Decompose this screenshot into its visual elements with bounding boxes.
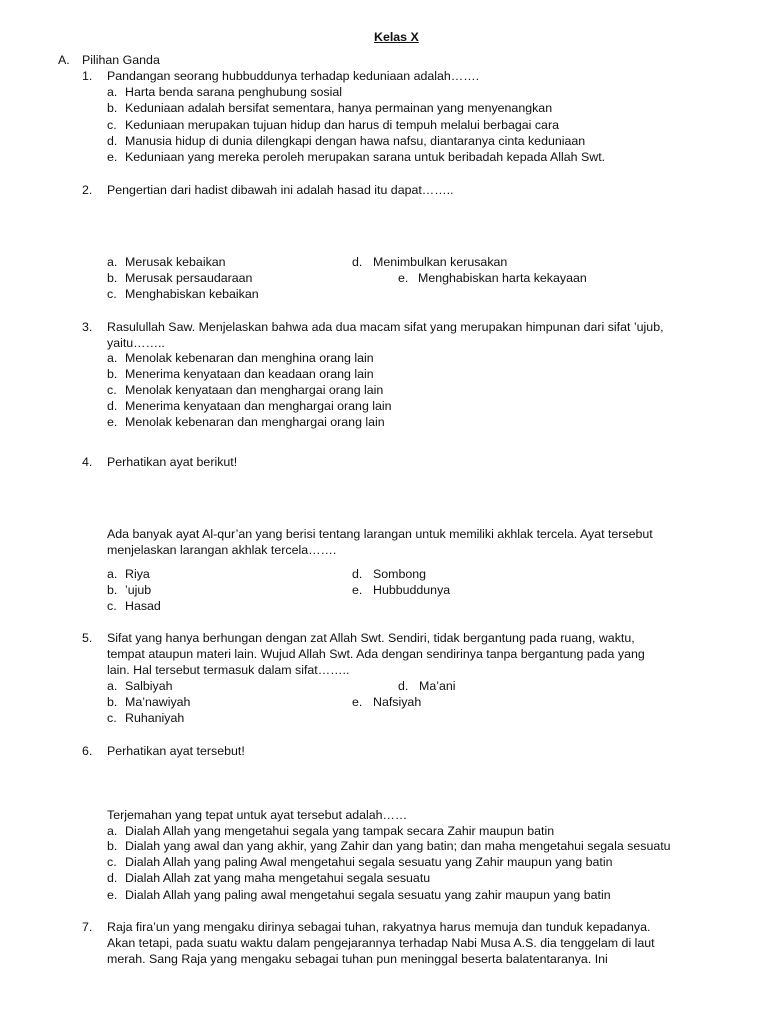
option-letter: d. <box>398 679 409 693</box>
option-text: Hasad <box>125 599 161 613</box>
option-letter: d. <box>107 134 118 148</box>
question-text: Raja fira’un yang mengaku dirinya sebagai tuhan, rakyatnya harus memuja dan tunduk kepadanya. <box>107 920 651 934</box>
option-text: Manusia hidup di dunia dilengkapi dengan hawa nafsu, diantaranya cinta keduniaan <box>125 134 586 148</box>
option-text: Ruhaniyah <box>125 711 185 725</box>
question-body: Ada banyak ayat Al-qur’an yang berisi tentang larangan untuk memiliki akhlak tercela. Ayat tersebut <box>107 527 653 541</box>
question-text: Akan tetapi, pada suatu waktu dalam pengejarannya terhadap Nabi Musa A.S. dia tenggelam di laut <box>107 936 655 950</box>
option-text: Keduniaan adalah bersifat sementara, hanya permainan yang menyenangkan <box>125 101 553 115</box>
option-text: Menghabiskan harta kekayaan <box>418 271 587 285</box>
option-text: Menghabiskan kebaikan <box>125 287 259 301</box>
option-text: Dialah Allah yang mengetahui segala yang tampak secara Zahir maupun batin <box>125 824 555 838</box>
question-text: lain. Hal tersebut termasuk dalam sifat…….. <box>107 663 350 677</box>
option-text: Merusak persaudaraan <box>125 271 253 285</box>
question-text: Pandangan seorang hubbuddunya terhadap keduniaan adalah……. <box>107 69 480 83</box>
question-number: 7. <box>82 920 93 934</box>
question-text: merah. Sang Raja yang mengaku sebagai tuhan pun meninggal beserta balatentaranya. Ini <box>107 952 608 966</box>
option-text: Menerima kenyataan dan keadaan orang lain <box>125 367 374 381</box>
option-text: Menolak kebenaran dan menghina orang lain <box>125 351 374 365</box>
option-letter: c. <box>107 855 117 869</box>
question-body: menjelaskan larangan akhlak tercela……. <box>107 543 337 557</box>
option-letter: a. <box>107 85 118 99</box>
option-text: Menerima kenyataan dan menghargai orang lain <box>125 399 392 413</box>
option-text: Menolak kebenaran dan menghargai orang lain <box>125 415 385 429</box>
option-letter: e. <box>107 415 118 429</box>
page-title: Kelas X <box>374 30 419 44</box>
option-text: Dialah Allah yang paling awal mengetahui segala sesuatu yang zahir maupun yang batin <box>125 888 611 902</box>
question-number: 1. <box>82 69 93 83</box>
question-body: Terjemahan yang tepat untuk ayat tersebut adalah…… <box>107 808 408 822</box>
option-letter: a. <box>107 351 118 365</box>
option-text: Harta benda sarana penghubung sosial <box>125 85 342 99</box>
option-text: Sombong <box>373 567 427 581</box>
option-letter: c. <box>107 599 117 613</box>
option-letter: b. <box>107 271 118 285</box>
option-letter: e. <box>107 150 118 164</box>
option-text: Salbiyah <box>125 679 173 693</box>
question-number: 6. <box>82 744 93 758</box>
section-label: Pilihan Ganda <box>82 53 160 67</box>
option-text: Dialah Allah zat yang maha mengetahui segala sesuatu <box>125 871 431 885</box>
question-text: Perhatikan ayat tersebut! <box>107 744 245 758</box>
option-text: Riya <box>125 567 150 581</box>
option-letter: a. <box>107 679 118 693</box>
question-text: yaitu…….. <box>107 336 165 350</box>
option-text: Menolak kenyataan dan menghargai orang lain <box>125 383 384 397</box>
question-number: 4. <box>82 455 93 469</box>
question-text: Pengertian dari hadist dibawah ini adalah hasad itu dapat…….. <box>107 183 454 197</box>
question-text: Perhatikan ayat berikut! <box>107 455 238 469</box>
question-text: Rasulullah Saw. Menjelaskan bahwa ada dua macam sifat yang merupakan himpunan dari sifat ’ujub, <box>107 320 664 334</box>
section-marker: A. <box>58 53 70 67</box>
option-text: Keduniaan merupakan tujuan hidup dan harus di tempuh melalui berbagai cara <box>125 118 559 132</box>
option-text: Dialah Allah yang paling Awal mengetahui segala sesuatu yang Zahir maupun yang batin <box>125 855 613 869</box>
option-letter: a. <box>107 824 118 838</box>
option-text: Hubbuddunya <box>373 583 451 597</box>
option-letter: a. <box>107 567 118 581</box>
option-letter: c. <box>107 711 117 725</box>
option-letter: c. <box>107 118 117 132</box>
option-letter: d. <box>107 399 118 413</box>
option-letter: b. <box>107 101 118 115</box>
option-letter: a. <box>107 255 118 269</box>
option-text: Ma’ani <box>419 679 456 693</box>
option-text: Merusak kebaikan <box>125 255 226 269</box>
option-text: Dialah yang awal dan yang akhir, yang Zahir dan yang batin; dan maha mengetahui segala sesuatu <box>125 839 671 853</box>
option-text: ’ujub <box>125 583 152 597</box>
option-text: Ma’nawiyah <box>125 695 191 709</box>
option-letter: b. <box>107 367 118 381</box>
option-text: Menimbulkan kerusakan <box>373 255 508 269</box>
option-letter: e. <box>107 888 118 902</box>
option-letter: b. <box>107 583 118 597</box>
option-letter: e. <box>398 271 409 285</box>
option-text: Keduniaan yang mereka peroleh merupakan sarana untuk beribadah kepada Allah Swt. <box>125 150 606 164</box>
option-letter: b. <box>107 695 118 709</box>
question-number: 2. <box>82 183 93 197</box>
option-letter: d. <box>107 871 118 885</box>
option-letter: d. <box>352 567 363 581</box>
question-text: Sifat yang hanya berhungan dengan zat Allah Swt. Sendiri, tidak bergantung pada ruang, waktu, <box>107 631 635 645</box>
option-letter: e. <box>352 583 363 597</box>
option-letter: e. <box>352 695 363 709</box>
option-letter: c. <box>107 383 117 397</box>
option-letter: d. <box>352 255 363 269</box>
option-letter: b. <box>107 839 118 853</box>
question-number: 3. <box>82 320 93 334</box>
question-text: tempat ataupun materi lain. Wujud Allah Swt. Ada dengan sendirinya tanpa bergantung pada yang <box>107 647 645 661</box>
option-text: Nafsiyah <box>373 695 422 709</box>
question-number: 5. <box>82 631 93 645</box>
option-letter: c. <box>107 287 117 301</box>
